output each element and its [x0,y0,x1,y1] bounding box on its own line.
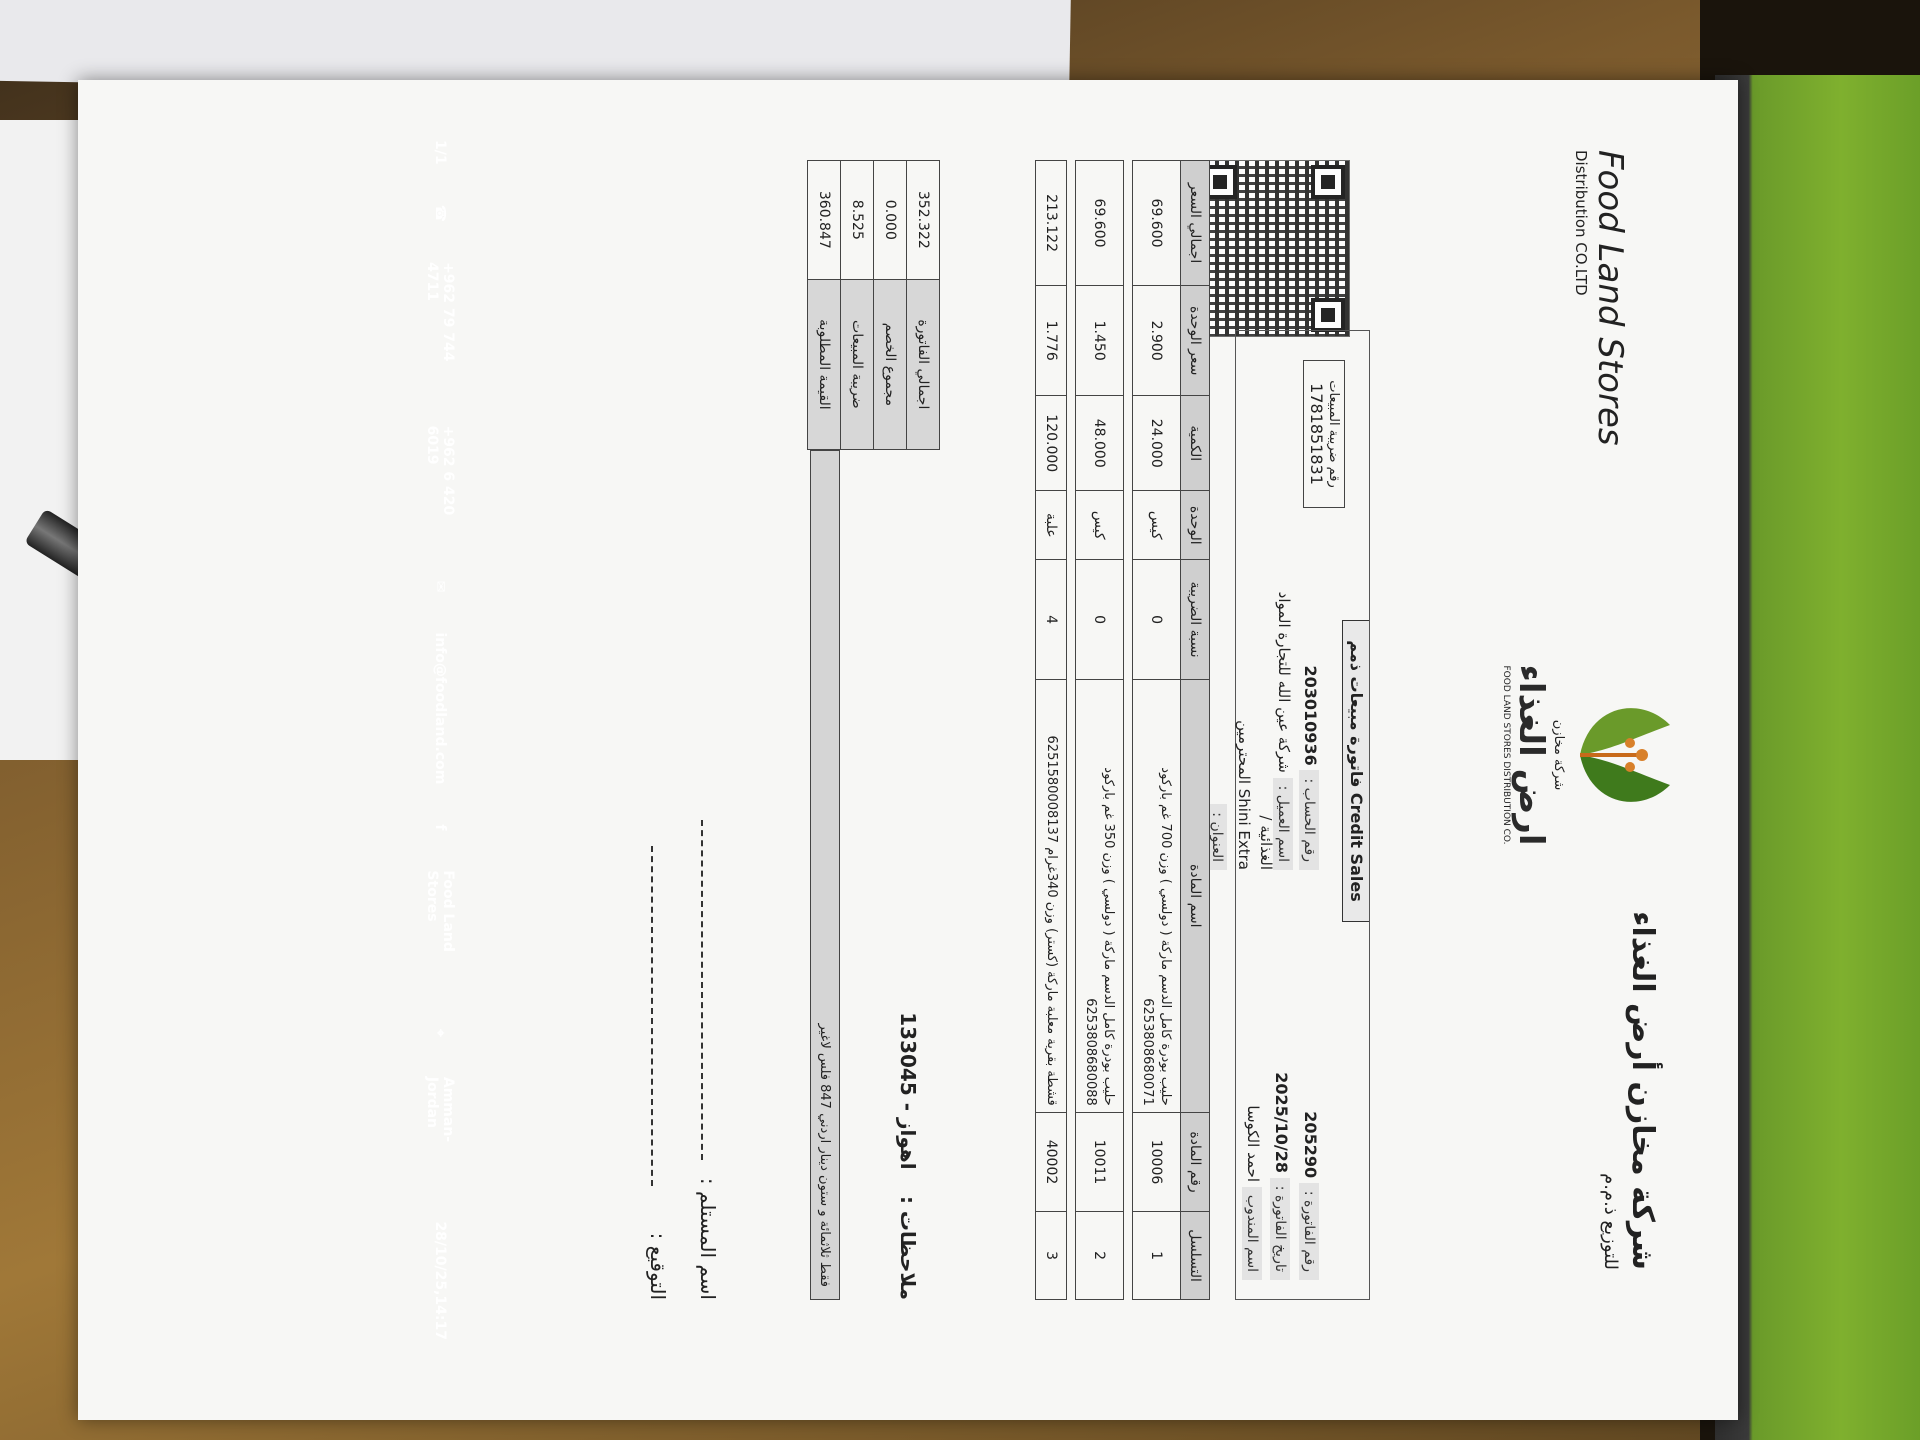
cell-qty: 24.000 [1132,396,1180,491]
header-total: اجمالي السعر [1181,161,1210,286]
sign-label: التوقيع : [646,1232,670,1300]
notes-text: اهواز - 133045 [896,1012,920,1170]
facebook-icon: f [432,824,448,831]
tax-number-label: رقم ضريبة المبيعات [1326,380,1341,488]
table-header-row [1181,161,1210,1300]
notes-area [896,680,920,1300]
footer-timestamp: 28/10/25,14:17 [432,1221,448,1340]
header-name: اسم المادة [1181,679,1210,1112]
footer-location: Amman- Jordan [424,1076,456,1143]
totals-label: القيمة المطلوبة [808,279,841,449]
cell-seq: 1 [1132,1212,1180,1300]
footer-facebook: Food Land Stores [424,870,456,952]
header-qty: الكمية [1181,396,1210,491]
table-row [1132,161,1180,1300]
invoice-meta [1244,960,1320,1280]
cell-seq: 3 [1036,1212,1067,1300]
cell-unit: علبة [1036,491,1067,560]
totals-value: 0.000 [874,161,907,280]
customer-label: اسم العميل : [1273,778,1293,870]
table-row [1075,161,1123,1300]
cell-name: حليب بودرة كامل الدسم ماركة ( دولسي ) وزن 350 غم باركود 6253808680088 [1075,679,1123,1112]
logo-big-text: ارض الغذاء [1511,664,1551,846]
items-table [1035,160,1210,1300]
cell-qty: 120.000 [1036,396,1067,491]
totals-label: اجمالي الفاتورة [907,279,940,449]
phone-icon: ☎ [432,204,448,223]
header-price: سعر الوحدة [1181,286,1210,396]
leaf-logo-icon [1570,685,1680,825]
company-name: شركة مخازن أرض الغذاء [1625,911,1660,1270]
totals-value: 352.322 [907,161,940,280]
cell-price: 1.776 [1036,286,1067,396]
mail-icon: ✉ [432,580,448,593]
cell-unit: كيس [1075,491,1123,560]
table-row [1036,161,1067,1300]
logo-small-text: شركة مخازن [1551,719,1566,791]
totals-row [907,161,940,450]
footer-band [1715,75,1920,1440]
account-label: رقم الحساب : [1299,770,1319,870]
cell-tax: 4 [1036,560,1067,679]
header-seq: التسلسل [1181,1212,1210,1300]
cell-price: 2.900 [1132,286,1180,396]
totals-row [874,161,907,450]
totals-table [807,160,940,450]
phone-2: +962 6 420 6019 [424,425,456,516]
brand-en-sub: Distribution CO.LTD [1572,150,1590,296]
address-label: العنوان : [1207,804,1227,870]
tax-number: 1781851831 [1307,383,1326,485]
brand-en-name: Food Land Stores [1590,150,1630,446]
brand-english [1572,150,1630,446]
amount-in-words: فقط ثلاثمائة و ستون دينار اردني 847 فلس لاغير [810,450,840,1300]
totals-value: 360.847 [808,161,841,280]
cell-total: 69.600 [1132,161,1180,286]
customer-name-line1: شركة عين الله للتجارة المواد الغذائية / [1257,591,1293,870]
row-spacer [1066,161,1075,1300]
invoice-date-label: تاريخ الفاتورة : [1270,1178,1290,1280]
totals-label: مجموع الخصم [874,279,907,449]
invoice-number: 205290 [1301,1111,1320,1179]
customer-info [1209,550,1320,870]
cell-code: 10011 [1075,1112,1123,1211]
logo-en-line: FOOD LAND STORES DISTRIBUTION CO. [1501,665,1511,845]
company-subtitle: للتوزيع ذ.م.م [1600,1173,1621,1270]
account-number: 203010936 [1301,665,1320,766]
header-unit: الوحدة [1181,491,1210,560]
footer-email: info@foodland.com [432,632,448,785]
cell-price: 1.450 [1075,286,1123,396]
invoice-date: 2025/10/28 [1272,1072,1291,1174]
totals-row [841,161,874,450]
notes-label: ملاحظات : [896,1195,920,1300]
cell-tax: 0 [1075,560,1123,679]
rep-name: احمد الكوسا [1244,1105,1262,1183]
cell-code: 40002 [1036,1112,1067,1211]
qr-eye [1311,298,1345,332]
invoice-number-label: رقم الفاتورة : [1299,1183,1319,1280]
totals-label: ضريبة المبيعات [841,279,874,449]
cell-total: 213.122 [1036,161,1067,286]
cell-name: حليب بودرة كامل الدسم ماركة ( دولسي ) وزن 700 غم باركود 6253808680071 [1132,679,1180,1112]
sign-line [651,846,653,1186]
cell-tax: 0 [1132,560,1180,679]
cell-name: قشطة بقرية معلبة ماركة (كستر) وزن 340غرام 6251580008137 [1036,679,1067,1112]
cell-qty: 48.000 [1075,396,1123,491]
qr-eye [1311,165,1345,199]
invoice-title: Credit Sales فاتورة مبيعات ذمم [1342,620,1370,922]
signature-area [646,680,720,1300]
receiver-line [701,820,703,1160]
page-number: 1/1 [432,140,448,165]
cell-total: 69.600 [1075,161,1123,286]
invoice-document [60,80,1720,1420]
company-header [1600,911,1660,1270]
receiver-label: اسم المستلم : [696,1177,720,1300]
customer-name-line2: Shini Extra المحترمين [1235,720,1253,870]
footer [410,140,470,1340]
totals-row [808,161,841,450]
header-tax: نسبة الضريبة [1181,560,1210,679]
header-code: رقم المادة [1181,1112,1210,1211]
cell-code: 10006 [1132,1112,1180,1211]
rep-label: اسم المندوب [1242,1187,1262,1280]
totals-value: 8.525 [841,161,874,280]
cell-seq: 2 [1075,1212,1123,1300]
center-logo [1501,640,1680,870]
cell-unit: كيس [1132,491,1180,560]
qr-code [1198,160,1350,337]
location-icon: ⌖ [432,1028,448,1037]
phone-1: +962 79 744 4711 [424,262,456,362]
row-spacer [1123,161,1132,1300]
